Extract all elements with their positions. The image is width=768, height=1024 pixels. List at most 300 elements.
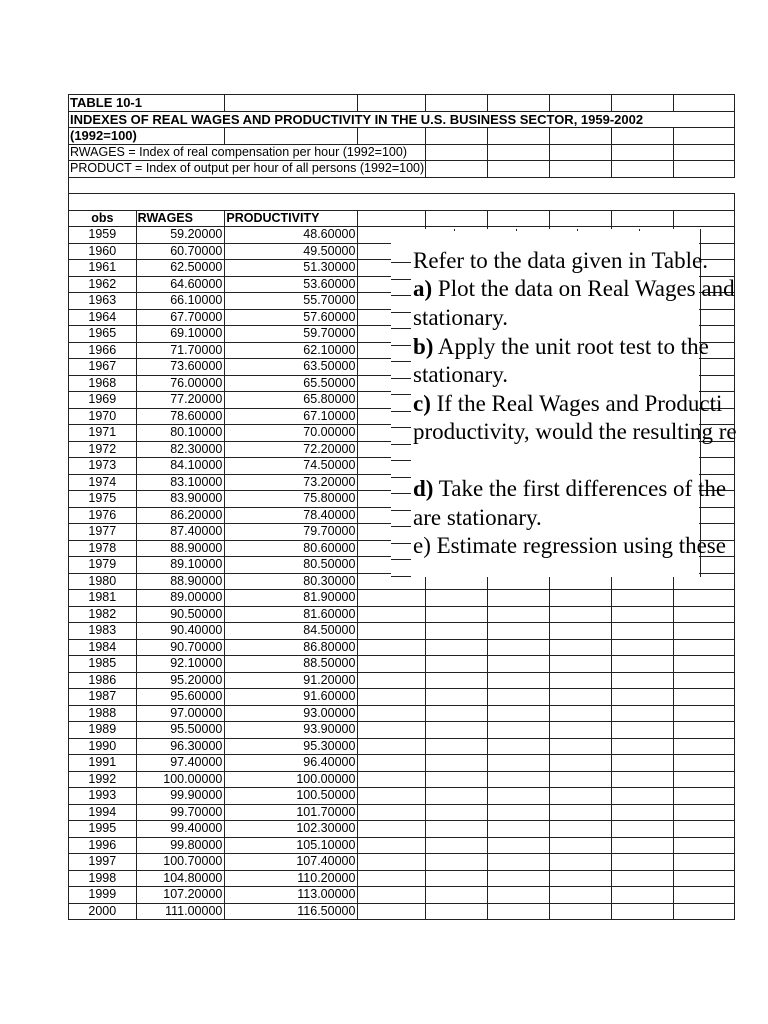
- table-title: TABLE 10-1: [69, 95, 225, 112]
- productivity-cell: 100.50000: [225, 788, 358, 805]
- empty-cell: [612, 903, 674, 920]
- obs-cell: 1976: [69, 507, 137, 524]
- header-productivity: PRODUCTIVITY: [225, 210, 358, 227]
- productivity-cell: 113.00000: [225, 887, 358, 904]
- empty-cell: [358, 870, 426, 887]
- rwages-cell: 76.00000: [136, 375, 225, 392]
- rwages-cell: 77.20000: [136, 392, 225, 409]
- empty-cell: [426, 738, 488, 755]
- rwages-cell: 62.50000: [136, 260, 225, 277]
- table-row: [69, 837, 735, 854]
- row-border: [391, 345, 411, 346]
- productivity-cell: 65.80000: [225, 392, 358, 409]
- rwages-cell: 99.80000: [136, 837, 225, 854]
- rwages-cell: 89.00000: [136, 590, 225, 607]
- rwages-cell: 60.70000: [136, 243, 225, 260]
- empty-cell: [358, 903, 426, 920]
- rwages-cell: 83.10000: [136, 474, 225, 491]
- obs-cell: 1967: [69, 359, 137, 376]
- productivity-cell: 93.00000: [225, 705, 358, 722]
- rwages-cell: 87.40000: [136, 524, 225, 541]
- empty-cell: [488, 705, 550, 722]
- rwages-cell: 64.60000: [136, 276, 225, 293]
- empty-cell: [358, 821, 426, 838]
- obs-cell: 1995: [69, 821, 137, 838]
- question-b-continued: stationary.: [413, 362, 508, 387]
- empty-cell: [674, 804, 735, 821]
- table-row: [69, 887, 735, 904]
- question-c-label: c): [413, 391, 431, 416]
- empty-cell: [612, 738, 674, 755]
- empty-cell: [674, 705, 735, 722]
- question-intro: Refer to the data given in Table.: [413, 248, 708, 273]
- empty-cell: [488, 903, 550, 920]
- header-rwages: RWAGES: [136, 210, 225, 227]
- obs-cell: 1991: [69, 755, 137, 772]
- obs-cell: 1974: [69, 474, 137, 491]
- obs-cell: 1982: [69, 606, 137, 623]
- empty-cell: [358, 705, 426, 722]
- rwages-cell: 100.00000: [136, 771, 225, 788]
- rwages-cell: 86.20000: [136, 507, 225, 524]
- empty-cell: [674, 672, 735, 689]
- question-c-text: If the Real Wages and Producti: [430, 391, 723, 416]
- column-border: [577, 229, 578, 231]
- table-row: [69, 870, 735, 887]
- empty-cell: [426, 705, 488, 722]
- empty-cell: [612, 837, 674, 854]
- column-border: [639, 229, 640, 231]
- productivity-cell: 88.50000: [225, 656, 358, 673]
- rwages-cell: 96.30000: [136, 738, 225, 755]
- rwages-cell: 73.60000: [136, 359, 225, 376]
- question-c: [413, 391, 722, 417]
- productivity-cell: 102.30000: [225, 821, 358, 838]
- obs-cell: 1961: [69, 260, 137, 277]
- rwages-cell: 66.10000: [136, 293, 225, 310]
- question-d-text: Take the first differences of the: [433, 476, 727, 501]
- obs-cell: 1987: [69, 689, 137, 706]
- productivity-cell: 116.50000: [225, 903, 358, 920]
- productivity-cell: 70.00000: [225, 425, 358, 442]
- empty-cell: [674, 689, 735, 706]
- empty-cell: [426, 656, 488, 673]
- table-row: [69, 722, 735, 739]
- empty-cell: [550, 804, 612, 821]
- empty-cell: [426, 623, 488, 640]
- empty-cell: [488, 590, 550, 607]
- rwages-cell: 82.30000: [136, 441, 225, 458]
- productivity-cell: 81.90000: [225, 590, 358, 607]
- blank-row: [69, 177, 735, 194]
- question-e: e) Estimate regression using these: [413, 533, 726, 558]
- empty-cell: [488, 771, 550, 788]
- empty-cell: [358, 639, 426, 656]
- row-border: [391, 559, 411, 560]
- productivity-cell: 49.50000: [225, 243, 358, 260]
- empty-cell: [426, 903, 488, 920]
- rwages-cell: 95.50000: [136, 722, 225, 739]
- empty-cell: [612, 606, 674, 623]
- productivity-cell: 100.00000: [225, 771, 358, 788]
- table-row: [69, 738, 735, 755]
- rwages-cell: 88.90000: [136, 573, 225, 590]
- productivity-cell: 57.60000: [225, 309, 358, 326]
- empty-cell: [550, 788, 612, 805]
- question-d-continued: are stationary.: [413, 505, 542, 530]
- rwages-cell: 100.70000: [136, 854, 225, 871]
- table-row: [69, 606, 735, 623]
- obs-cell: 1997: [69, 854, 137, 871]
- empty-cell: [674, 771, 735, 788]
- empty-cell: [426, 672, 488, 689]
- empty-cell: [358, 837, 426, 854]
- empty-cell: [674, 887, 735, 904]
- empty-cell: [612, 639, 674, 656]
- empty-cell: [488, 689, 550, 706]
- productivity-cell: 91.60000: [225, 689, 358, 706]
- productivity-cell: 84.50000: [225, 623, 358, 640]
- empty-cell: [612, 722, 674, 739]
- productivity-cell: 72.20000: [225, 441, 358, 458]
- empty-cell: [550, 903, 612, 920]
- productivity-cell: 80.30000: [225, 573, 358, 590]
- productivity-cell: 96.40000: [225, 755, 358, 772]
- empty-cell: [674, 722, 735, 739]
- empty-cell: [426, 887, 488, 904]
- rwages-cell: 97.00000: [136, 705, 225, 722]
- question-a-label: a): [413, 276, 433, 301]
- empty-cell: [426, 788, 488, 805]
- empty-cell: [550, 870, 612, 887]
- question-d-label: d): [413, 476, 434, 501]
- rwages-cell: 111.00000: [136, 903, 225, 920]
- row-border: [391, 543, 411, 544]
- empty-cell: [488, 788, 550, 805]
- question-a-text: Plot the data on Real Wages and: [432, 276, 735, 301]
- empty-cell: [550, 755, 612, 772]
- rwages-cell: 90.70000: [136, 639, 225, 656]
- empty-cell: [674, 623, 735, 640]
- row-border: [391, 526, 411, 527]
- empty-cell: [550, 837, 612, 854]
- empty-cell: [488, 854, 550, 871]
- rwages-cell: 95.20000: [136, 672, 225, 689]
- row-border: [391, 328, 411, 329]
- rwages-cell: 80.10000: [136, 425, 225, 442]
- empty-cell: [426, 804, 488, 821]
- empty-cell: [358, 689, 426, 706]
- obs-cell: 1972: [69, 441, 137, 458]
- rwages-cell: 59.20000: [136, 227, 225, 244]
- obs-cell: 1986: [69, 672, 137, 689]
- obs-cell: 1979: [69, 557, 137, 574]
- productivity-cell: 79.70000: [225, 524, 358, 541]
- empty-cell: [488, 804, 550, 821]
- empty-cell: [674, 738, 735, 755]
- empty-cell: [488, 821, 550, 838]
- productivity-cell: 80.50000: [225, 557, 358, 574]
- empty-cell: [426, 689, 488, 706]
- empty-cell: [612, 755, 674, 772]
- empty-cell: [550, 854, 612, 871]
- rwages-cell: 90.50000: [136, 606, 225, 623]
- empty-cell: [612, 771, 674, 788]
- table-row: [69, 590, 735, 607]
- empty-cell: [426, 837, 488, 854]
- obs-cell: 1960: [69, 243, 137, 260]
- productivity-cell: 53.60000: [225, 276, 358, 293]
- obs-cell: 1990: [69, 738, 137, 755]
- productivity-cell: 65.50000: [225, 375, 358, 392]
- empty-cell: [358, 623, 426, 640]
- empty-cell: [550, 887, 612, 904]
- question-a: [413, 276, 735, 302]
- rwages-cell: 84.10000: [136, 458, 225, 475]
- empty-cell: [358, 590, 426, 607]
- empty-cell: [612, 672, 674, 689]
- row-border: [391, 510, 411, 511]
- table-row: [69, 672, 735, 689]
- obs-cell: 1968: [69, 375, 137, 392]
- empty-cell: [612, 870, 674, 887]
- question-c-continued: productivity, would the resulting re: [413, 419, 737, 444]
- table-row: [69, 689, 735, 706]
- productivity-cell: 67.10000: [225, 408, 358, 425]
- empty-cell: [612, 854, 674, 871]
- empty-cell: [358, 722, 426, 739]
- empty-cell: [550, 689, 612, 706]
- obs-cell: 1983: [69, 623, 137, 640]
- question-b: [413, 334, 709, 360]
- obs-cell: 1969: [69, 392, 137, 409]
- productivity-cell: 63.50000: [225, 359, 358, 376]
- empty-cell: [488, 656, 550, 673]
- empty-cell: [358, 854, 426, 871]
- empty-cell: [426, 639, 488, 656]
- obs-cell: 1970: [69, 408, 137, 425]
- obs-cell: 1975: [69, 491, 137, 508]
- obs-cell: 1973: [69, 458, 137, 475]
- product-definition: PRODUCT = Index of output per hour of all persons (1992=100): [70, 161, 425, 176]
- rwages-cell: 95.60000: [136, 689, 225, 706]
- table-row: [69, 656, 735, 673]
- obs-cell: 1988: [69, 705, 137, 722]
- productivity-cell: 80.60000: [225, 540, 358, 557]
- empty-cell: [358, 672, 426, 689]
- row-border: [391, 378, 411, 379]
- rwages-definition: RWAGES = Index of real compensation per hour (1992=100): [69, 144, 426, 161]
- obs-cell: 1996: [69, 837, 137, 854]
- empty-cell: [550, 738, 612, 755]
- productivity-cell: 48.60000: [225, 227, 358, 244]
- exercise-questions: [391, 229, 737, 577]
- empty-cell: [426, 590, 488, 607]
- rwages-cell: 97.40000: [136, 755, 225, 772]
- rwages-cell: 88.90000: [136, 540, 225, 557]
- empty-cell: [550, 656, 612, 673]
- header-obs: obs: [69, 210, 137, 227]
- empty-cell: [612, 788, 674, 805]
- empty-cell: [426, 870, 488, 887]
- empty-cell: [612, 656, 674, 673]
- productivity-cell: 75.80000: [225, 491, 358, 508]
- row-border: [391, 460, 411, 461]
- empty-cell: [550, 771, 612, 788]
- empty-cell: [488, 755, 550, 772]
- row-border: [391, 427, 411, 428]
- empty-cell: [674, 903, 735, 920]
- table-row: [69, 755, 735, 772]
- rwages-cell: 78.60000: [136, 408, 225, 425]
- table-subtitle: INDEXES OF REAL WAGES AND PRODUCTIVITY IN THE U.S. BUSINESS SECTOR, 1959-2002: [69, 111, 735, 128]
- productivity-cell: 51.30000: [225, 260, 358, 277]
- column-border: [516, 229, 517, 231]
- obs-cell: 1978: [69, 540, 137, 557]
- empty-cell: [550, 606, 612, 623]
- empty-cell: [358, 755, 426, 772]
- productivity-cell: 62.10000: [225, 342, 358, 359]
- row-border: [391, 279, 411, 280]
- empty-cell: [358, 887, 426, 904]
- productivity-cell: 81.60000: [225, 606, 358, 623]
- table-row: [69, 788, 735, 805]
- productivity-cell: 93.90000: [225, 722, 358, 739]
- rwages-cell: 69.10000: [136, 326, 225, 343]
- empty-cell: [358, 788, 426, 805]
- rwages-cell: 83.90000: [136, 491, 225, 508]
- rwages-cell: 107.20000: [136, 887, 225, 904]
- table-row: [69, 639, 735, 656]
- obs-cell: 1999: [69, 887, 137, 904]
- productivity-cell: 110.20000: [225, 870, 358, 887]
- empty-cell: [488, 672, 550, 689]
- empty-cell: [358, 656, 426, 673]
- empty-cell: [674, 755, 735, 772]
- empty-cell: [358, 804, 426, 821]
- obs-cell: 1998: [69, 870, 137, 887]
- productivity-cell: 59.70000: [225, 326, 358, 343]
- obs-cell: 1980: [69, 573, 137, 590]
- empty-cell: [358, 606, 426, 623]
- empty-cell: [488, 623, 550, 640]
- table-row: [69, 821, 735, 838]
- obs-cell: 1994: [69, 804, 137, 821]
- rwages-cell: 99.90000: [136, 788, 225, 805]
- empty-cell: [550, 821, 612, 838]
- rwages-cell: 104.80000: [136, 870, 225, 887]
- empty-cell: [488, 738, 550, 755]
- empty-cell: [612, 705, 674, 722]
- empty-cell: [550, 639, 612, 656]
- empty-cell: [426, 606, 488, 623]
- question-b-label: b): [413, 334, 434, 359]
- empty-cell: [674, 606, 735, 623]
- table-row: [69, 771, 735, 788]
- empty-cell: [550, 672, 612, 689]
- empty-cell: [358, 738, 426, 755]
- row-border: [391, 444, 411, 445]
- obs-cell: 1984: [69, 639, 137, 656]
- question-d: [413, 476, 726, 502]
- obs-cell: 1977: [69, 524, 137, 541]
- obs-cell: 1964: [69, 309, 137, 326]
- productivity-cell: 105.10000: [225, 837, 358, 854]
- empty-cell: [426, 854, 488, 871]
- productivity-cell: 107.40000: [225, 854, 358, 871]
- table-row: [69, 804, 735, 821]
- table-row: [69, 623, 735, 640]
- empty-cell: [550, 722, 612, 739]
- empty-cell: [426, 821, 488, 838]
- obs-cell: 1985: [69, 656, 137, 673]
- empty-cell: [674, 656, 735, 673]
- rwages-cell: 67.70000: [136, 309, 225, 326]
- empty-cell: [612, 689, 674, 706]
- rwages-cell: 92.10000: [136, 656, 225, 673]
- empty-cell: [488, 870, 550, 887]
- blank-row: [69, 194, 735, 211]
- obs-cell: 1959: [69, 227, 137, 244]
- table-row: [69, 903, 735, 920]
- empty-cell: [488, 639, 550, 656]
- empty-cell: [612, 623, 674, 640]
- rwages-cell: 71.70000: [136, 342, 225, 359]
- row-border: [391, 477, 411, 478]
- empty-cell: [550, 590, 612, 607]
- empty-cell: [674, 788, 735, 805]
- empty-cell: [674, 870, 735, 887]
- table-subtitle-base: (1992=100): [69, 128, 225, 145]
- empty-cell: [674, 590, 735, 607]
- column-border: [454, 229, 455, 231]
- productivity-cell: 95.30000: [225, 738, 358, 755]
- productivity-cell: 74.50000: [225, 458, 358, 475]
- empty-cell: [488, 887, 550, 904]
- empty-cell: [358, 771, 426, 788]
- rwages-cell: 99.40000: [136, 821, 225, 838]
- obs-cell: 1966: [69, 342, 137, 359]
- productivity-cell: 73.20000: [225, 474, 358, 491]
- table-row: [69, 854, 735, 871]
- empty-cell: [612, 590, 674, 607]
- empty-cell: [426, 771, 488, 788]
- question-b-text: Apply the unit root test to the: [433, 334, 709, 359]
- empty-cell: [488, 606, 550, 623]
- obs-cell: 1989: [69, 722, 137, 739]
- rwages-cell: 89.10000: [136, 557, 225, 574]
- row-border: [391, 394, 411, 395]
- obs-cell: 2000: [69, 903, 137, 920]
- empty-cell: [612, 887, 674, 904]
- row-border: [391, 361, 411, 362]
- productivity-cell: 55.70000: [225, 293, 358, 310]
- row-border: [391, 295, 411, 296]
- question-a-continued: stationary.: [413, 305, 508, 330]
- row-border: [391, 411, 411, 412]
- empty-cell: [550, 705, 612, 722]
- empty-cell: [426, 755, 488, 772]
- empty-cell: [550, 623, 612, 640]
- productivity-cell: 78.40000: [225, 507, 358, 524]
- row-border: [391, 262, 411, 263]
- obs-cell: 1965: [69, 326, 137, 343]
- rwages-cell: 99.70000: [136, 804, 225, 821]
- row-border: [391, 576, 411, 577]
- empty-cell: [488, 837, 550, 854]
- productivity-cell: 91.20000: [225, 672, 358, 689]
- obs-cell: 1992: [69, 771, 137, 788]
